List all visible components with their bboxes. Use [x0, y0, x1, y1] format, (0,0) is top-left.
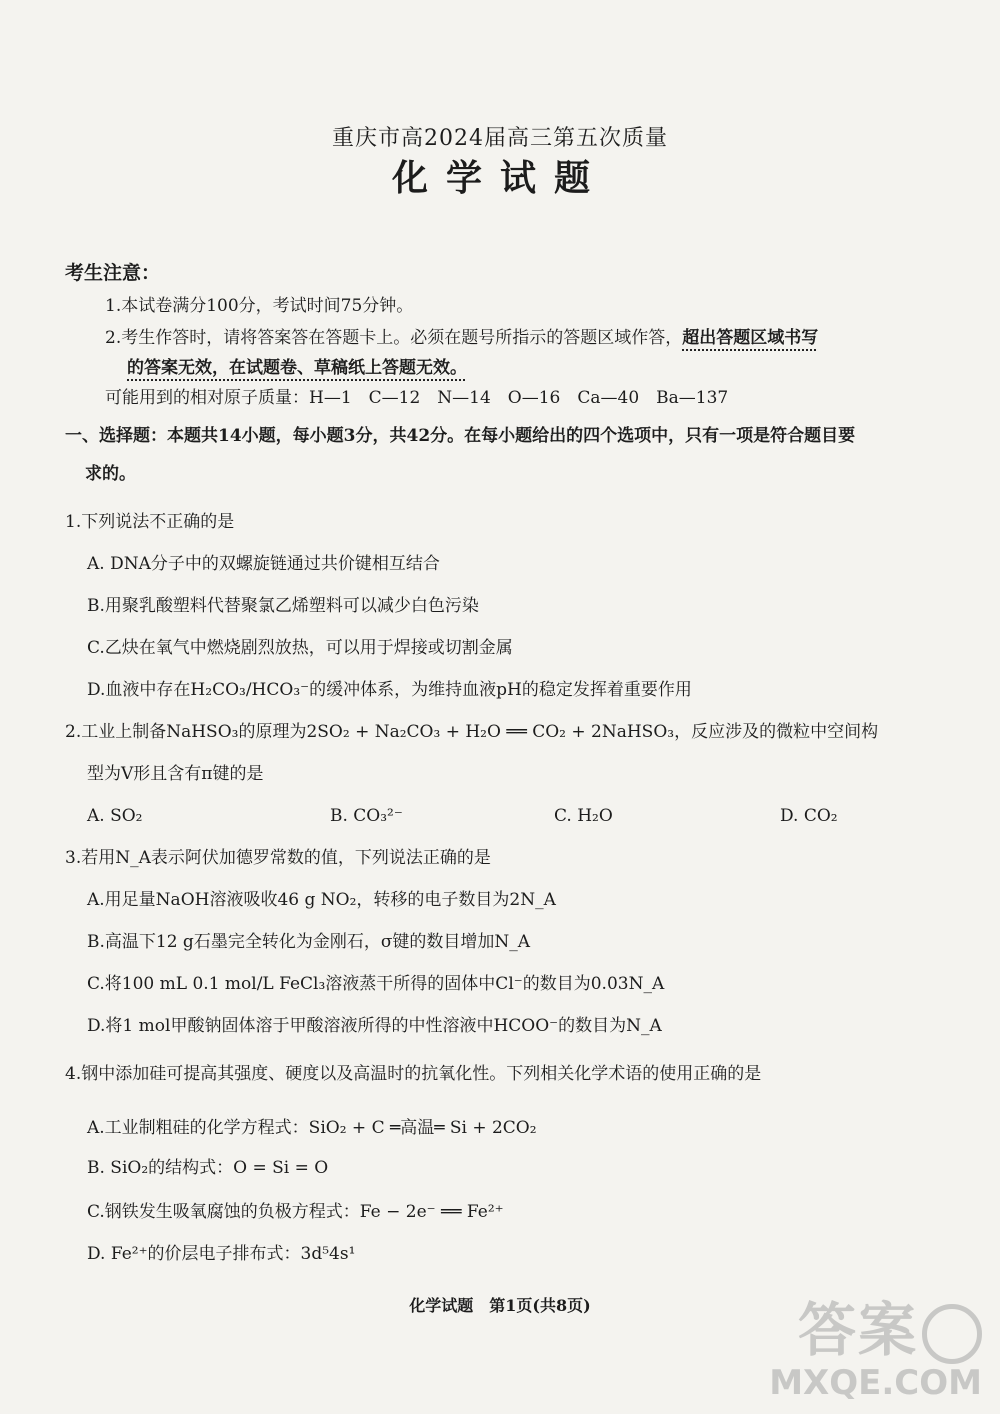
question-4-stem: 4.钢中添加硅可提高其强度、硬度以及高温时的抗氧化性。下列相关化学术语的使用正确的是	[65, 1064, 762, 1084]
notice-item-1: 1.本试卷满分100分，考试时间75分钟。	[105, 296, 414, 316]
question-1-option-a: A. DNA分子中的双螺旋链通过共价键相互结合	[87, 554, 440, 574]
atomic-masses: 可能用到的相对原子质量：H—1 C—12 N—14 O—16 Ca—40 Ba—137	[105, 388, 729, 408]
question-4-option-c: C.钢铁发生吸氧腐蚀的负极方程式：Fe − 2e⁻ ══ Fe²⁺	[87, 1202, 504, 1222]
question-3-option-a: A.用足量NaOH溶液吸收46 g NO₂，转移的电子数目为2N_A	[87, 890, 556, 910]
question-3-stem: 3.若用N_A表示阿伏加德罗常数的值，下列说法正确的是	[65, 848, 491, 868]
exam-title: 化学试题	[391, 157, 608, 199]
question-2-option-d: D. CO₂	[780, 806, 838, 826]
question-4-option-b: B. SiO₂的结构式：O = Si = O	[87, 1158, 329, 1178]
notice-item-2-continued: 的答案无效，在试题卷、草稿纸上答题无效。	[127, 358, 467, 378]
question-2-stem-continued: 型为V形且含有π键的是	[87, 764, 264, 784]
question-2-option-b: B. CO₃²⁻	[330, 806, 403, 826]
question-2-stem: 2.工业上制备NaHSO₃的原理为2SO₂ + Na₂CO₃ + H₂O ══ CO₂ + 2NaHSO₃，反应涉及的微粒中空间构	[65, 722, 879, 742]
question-3-option-b: B.高温下12 g石墨完全转化为金刚石，σ键的数目增加N_A	[87, 932, 531, 952]
section-1-heading-continued: 求的。	[85, 464, 136, 484]
notice-item-2	[105, 330, 818, 347]
exam-subtitle: 重庆市高2024届高三第五次质量	[332, 126, 668, 151]
section-1-heading: 一、选择题：本题共14小题，每小题3分，共42分。在每小题给出的四个选项中，只有一项是符合题目要	[65, 426, 856, 446]
watermark-logo	[769, 1296, 982, 1403]
question-4-option-d: D. Fe²⁺的价层电子排布式：3d⁵4s¹	[87, 1244, 356, 1264]
seal-icon	[922, 1304, 982, 1364]
question-3-option-d: D.将1 mol甲酸钠固体溶于甲酸溶液所得的中性溶液中HCOO⁻的数目为N_A	[87, 1016, 662, 1036]
page-footer: 化学试题 第1页(共8页)	[409, 1296, 591, 1315]
notice-item-2-emphasis: 超出答题区域书写	[682, 328, 819, 348]
notice-item-2-text: 2.考生作答时，请将答案答在答题卡上。必须在题号所指示的答题区域作答，	[105, 328, 683, 348]
question-2-option-c: C. H₂O	[554, 806, 613, 826]
notice-heading: 考生注意：	[65, 262, 161, 284]
question-1-stem: 1.下列说法不正确的是	[65, 512, 235, 532]
watermark-text-cn: 答案	[769, 1301, 982, 1364]
question-4-option-a: A.工业制粗硅的化学方程式：SiO₂ + C ═高温═ Si + 2CO₂	[87, 1118, 537, 1138]
question-3-option-c: C.将100 mL 0.1 mol/L FeCl₃溶液蒸干所得的固体中Cl⁻的数目为0.03N_A	[87, 974, 665, 994]
question-1-option-b: B.用聚乳酸塑料代替聚氯乙烯塑料可以减少白色污染	[87, 596, 479, 616]
question-1-option-c: C.乙炔在氧气中燃烧剧烈放热，可以用于焊接或切割金属	[87, 638, 513, 658]
watermark-text-en: MXQE.COM	[769, 1363, 982, 1403]
question-1-option-d: D.血液中存在H₂CO₃/HCO₃⁻的缓冲体系，为维持血液pH的稳定发挥着重要作用	[87, 680, 692, 700]
question-2-option-a: A. SO₂	[87, 806, 143, 826]
